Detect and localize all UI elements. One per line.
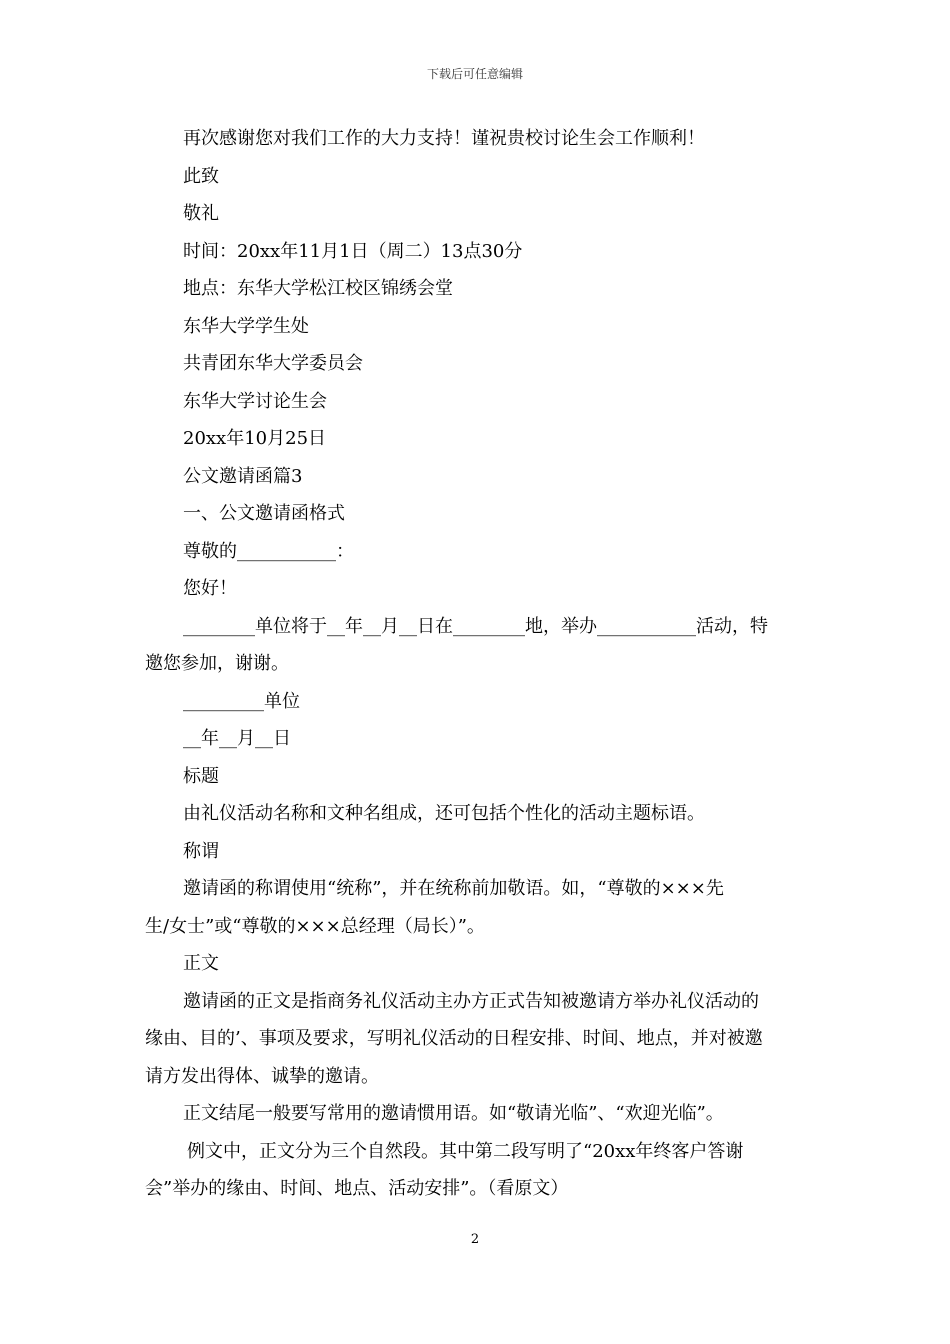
section-title: 公文邀请函篇3 (183, 465, 303, 487)
template-body-2: 邀您参加，谢谢。 (145, 653, 289, 674)
event-location: 地点：东华大学松江校区锦绣会堂 (183, 278, 453, 299)
sender-1: 东华大学学生处 (183, 315, 309, 337)
appellation-description-2: 生/女士”或“尊敬的×××总经理（局长）”。 (145, 915, 485, 937)
example-description-1: 例文中，正文分为三个自然段。其中第二段写明了“20xx年终客户答谢 (187, 1140, 744, 1162)
salutation-cizhi: 此致 (183, 165, 219, 187)
example-description-2: 会”举办的缘由、时间、地点、活动安排”。（看原文） (145, 1178, 569, 1199)
template-unit: _________单位 (183, 690, 300, 712)
appellation-description-1: 邀请函的称谓使用“统称”，并在统称前加敬语。如，“尊敬的×××先 (183, 878, 724, 899)
body-closing-description: 正文结尾一般要写常用的邀请惯用语。如“敬请光临”、“欢迎光临”。 (183, 1103, 724, 1124)
document-body (145, 120, 807, 1208)
template-date: __年__月__日 (183, 728, 291, 749)
header-note: 下载后可任意编辑 (426, 67, 523, 81)
heading-title: 标题 (183, 765, 219, 787)
template-body-1: ________单位将于__年__月__日在________地，举办___________活动，特 (183, 615, 768, 637)
title-description: 由礼仪活动名称和文种名组成，还可包括个性化的活动主题标语。 (183, 803, 705, 824)
sender-2: 共青团东华大学委员会 (183, 353, 363, 374)
template-hello: 您好！ (183, 578, 237, 599)
template-greeting: 尊敬的___________： (183, 540, 354, 562)
heading-body: 正文 (183, 953, 219, 974)
sender-3: 东华大学讨论生会 (183, 390, 327, 412)
closing-thanks: 再次感谢您对我们工作的大力支持！谨祝贵校讨论生会工作顺利！ (183, 128, 705, 149)
subsection-heading: 一、公文邀请函格式 (183, 503, 345, 524)
body-description-2: 缘由、目的’、事项及要求，写明礼仪活动的日程安排、时间、地点，并对被邀 (145, 1028, 763, 1049)
letter-date: 20xx年10月25日 (183, 428, 327, 449)
page-number: 2 (470, 1232, 480, 1247)
salutation-jingli: 敬礼 (183, 203, 219, 224)
event-time: 时间：20xx年11月1日（周二）13点30分 (183, 240, 523, 262)
heading-appellation: 称谓 (183, 840, 219, 862)
body-description-1: 邀请函的正文是指商务礼仪活动主办方正式告知被邀请方举办礼仪活动的 (183, 990, 759, 1012)
body-description-3: 请方发出得体、诚挚的邀请。 (145, 1065, 379, 1087)
